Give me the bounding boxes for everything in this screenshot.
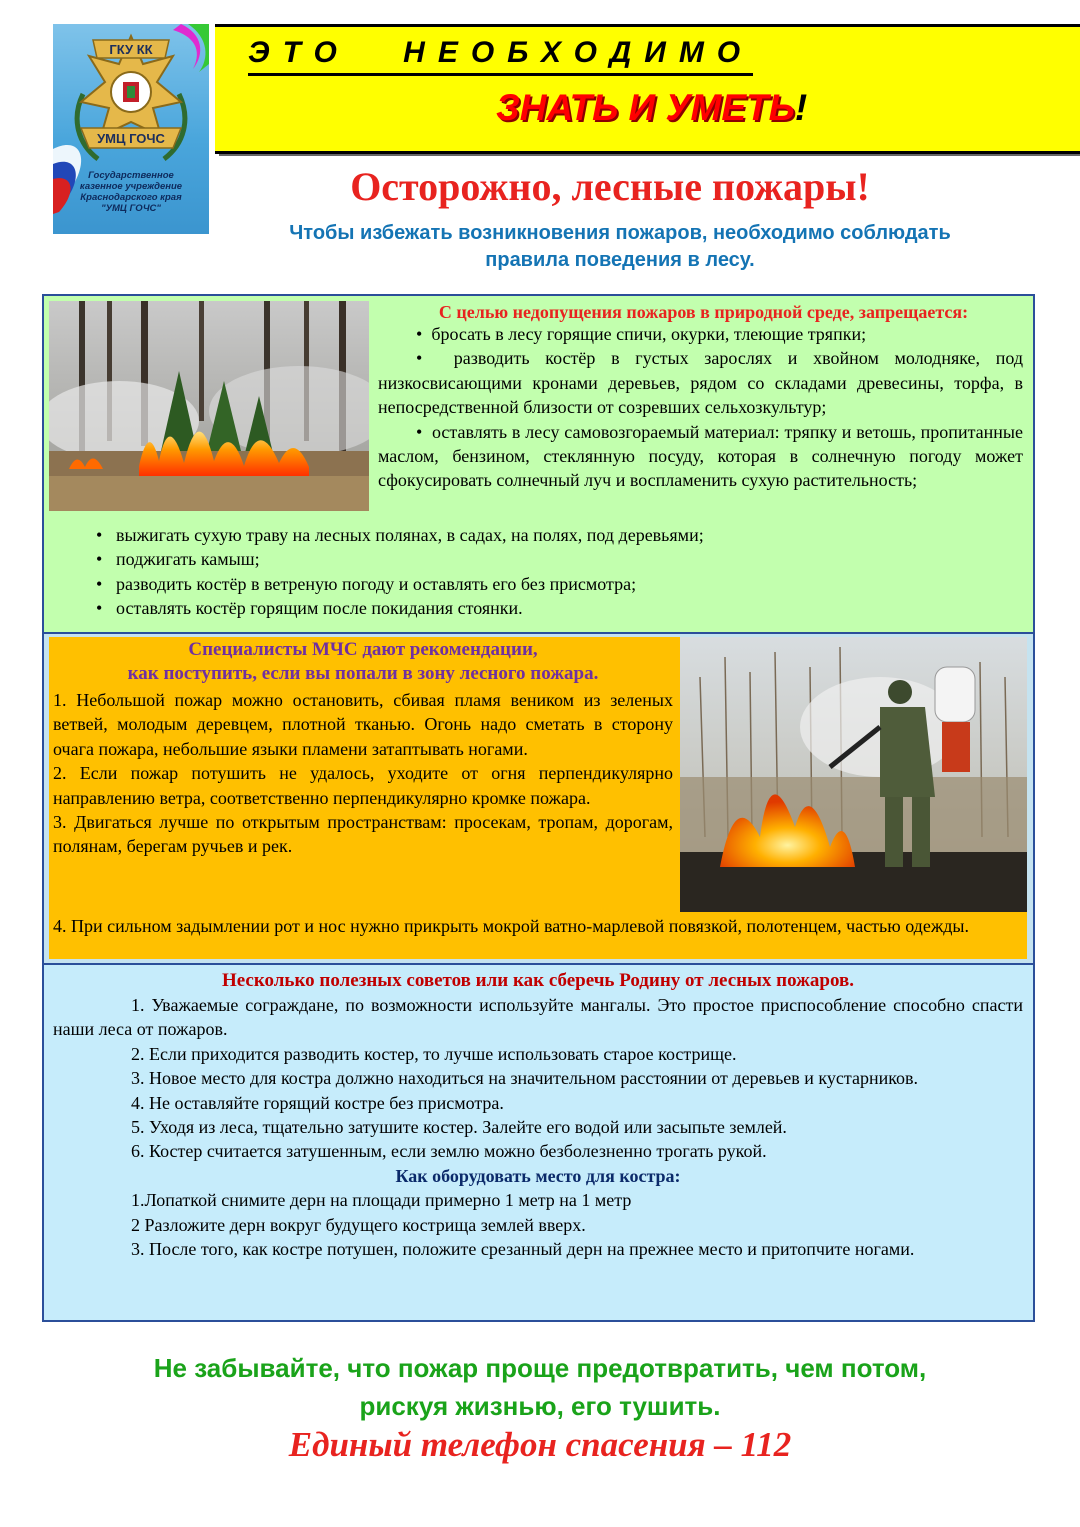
campfire-step: 3. После того, как костре потушен, положите срезанный дерн на прежнее место и притопчите ногами. bbox=[131, 1239, 915, 1260]
logo bbox=[53, 24, 209, 234]
recommendation-item: 3. Двигаться лучше по открытым пространствам: просекам, тропам, дорогам, полянам, берегам ручьев и рек. bbox=[53, 812, 673, 857]
tip-item: 2. Если приходится разводить костер, то лучше использовать старое кострище. bbox=[131, 1043, 737, 1064]
firefighter-photo bbox=[680, 637, 1027, 912]
campfire-step: 2 Разложите дерн вокруг будущего кострища землей вверх. bbox=[131, 1214, 586, 1235]
prohibitions-heading: С целью недопущения пожаров в природной среде, запрещается: bbox=[438, 302, 969, 322]
recommendation-item: 2. Если пожар потушить не удалось, уходите от огня перпендикулярно направлению ветра, соответственно перпендикулярно кромке пожара. bbox=[53, 763, 673, 808]
prohibitions-text-top bbox=[381, 300, 1026, 324]
forest-fire-photo bbox=[49, 301, 369, 511]
tips-text bbox=[53, 968, 1023, 1261]
footer-reminder: Не забывайте, что пожар проще предотвратить, чем потом, рискуя жизнью, его тушить. bbox=[153, 1353, 927, 1421]
prohibitions-body bbox=[378, 322, 1023, 493]
prohibition-item: • оставлять костёр горящим после покидания стоянки. bbox=[96, 598, 523, 619]
recommendations-text bbox=[53, 638, 673, 859]
logo-org-name: Государственное казенное учреждение Краснодарского края "УМЦ ГОЧС" bbox=[79, 170, 183, 214]
recommendation-item: 4. При сильном задымлении рот и нос нужно прикрыть мокрой ватно-марлевой повязкой, полотенцем, частью одежды. bbox=[53, 916, 970, 936]
tip-item: 4. Не оставляйте горящий костре без присмотра. bbox=[131, 1092, 504, 1113]
campfire-step: 1.Лопаткой снимите дерн на площади примерно 1 метр на 1 метр bbox=[131, 1190, 632, 1211]
prohibition-item: • разводить костёр в ветреную погоду и оставлять его без присмотра; bbox=[96, 573, 637, 594]
tip-item: 1. Уважаемые сограждане, по возможности используйте мангалы. Это простое приспособление способно спасти наши леса от пожаров. bbox=[53, 995, 1023, 1040]
banner-line2: ЗНАТЬ И УМЕТЬ! bbox=[496, 87, 808, 128]
prohibition-item: • оставлять в лесу самовозгораемый материал: тряпку и ветошь, пропитанные маслом, бензином, стеклянную посуду, которая в солнечную погоду может сфокусировать солнечный луч и воспламенить сухую растительность; bbox=[378, 421, 1023, 491]
tips-heading: Несколько полезных советов или как сберечь Родину от лесных пожаров. bbox=[221, 970, 855, 991]
prohibition-item: • бросать в лесу горящие спичи, окурки, тлеющие тряпки; bbox=[416, 324, 867, 344]
page-subtitle: Чтобы избежать возникновения пожаров, необходимо соблюдать правила поведения в лесу. bbox=[289, 222, 951, 271]
prohibition-item: • поджигать камыш; bbox=[96, 549, 260, 570]
tip-item: 5. Уходя из леса, тщательно затушите костер. Залейте его водой или засыпьте землей. bbox=[131, 1117, 787, 1138]
badge-bottom-text: УМЦ ГОЧС bbox=[97, 131, 165, 146]
page-title: Осторожно, лесные пожары! bbox=[350, 164, 870, 209]
emergency-phone: Единый телефон спасения – 112 bbox=[288, 1425, 792, 1464]
prohibition-item: • разводить костёр в густых зарослях и хвойном молодняке, под низкосвисающими кронами деревьев, рядом со складами древесины, торфа, в непосредственной близости от созревших сельхозкультур; bbox=[378, 348, 1023, 418]
tip-item: 3. Новое место для костра должно находиться на значительном расстоянии от деревьев и кустарников. bbox=[131, 1068, 919, 1089]
prohibitions-body-lower bbox=[96, 523, 1026, 621]
recommendation-item: 1. Небольшой пожар можно остановить, сбивая пламя веником из зеленых ветвей, молодым деревцем, плотной тканью. Огонь надо сметать в сторону очага пожара, небольшие языки пламени затаптывать ногами. bbox=[53, 690, 673, 759]
recommendations-heading: Специалисты МЧС дают рекомендации, как поступить, если вы попали в зону лесного пожара. bbox=[127, 639, 599, 684]
banner-line1: ЭТО НЕОБХОДИМО bbox=[248, 35, 753, 76]
campfire-subheading: Как оборудовать место для костра: bbox=[395, 1165, 681, 1186]
badge-top-text: ГКУ КК bbox=[109, 42, 153, 57]
prohibition-item: • выжигать сухую траву на лесных полянах, в садах, на полях, под деревьями; bbox=[96, 525, 704, 545]
tip-item: 6. Костер считается затушенным, если землю можно безболезненно трогать рукой. bbox=[131, 1141, 767, 1162]
